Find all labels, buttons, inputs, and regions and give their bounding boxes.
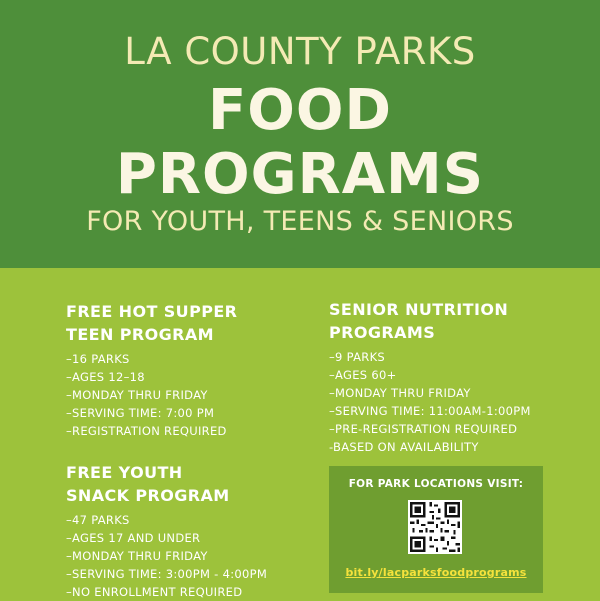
list-item: –PRE-REGISTRATION REQUIRED <box>329 422 518 436</box>
header-title-programs: PROGRAMS <box>115 142 485 207</box>
header-org-title: LA COUNTY PARKS <box>124 30 476 73</box>
supper-title-line2: TEEN PROGRAM <box>66 325 214 344</box>
list-item: –REGISTRATION REQUIRED <box>66 424 227 438</box>
list-item: –47 PARKS <box>66 513 130 527</box>
list-item: –SERVING TIME: 3:00PM - 4:00PM <box>66 567 268 581</box>
list-item: –AGES 17 AND UNDER <box>66 531 201 545</box>
snack-details <box>66 511 267 601</box>
supper-title-line1: FREE HOT SUPPER <box>66 302 238 321</box>
list-item: -BASED ON AVAILABILITY <box>329 440 479 454</box>
list-item: –NO ENROLLMENT REQUIRED <box>66 585 243 599</box>
senior-title-line1: SENIOR NUTRITION <box>329 300 509 319</box>
list-item: –9 PARKS <box>329 350 386 364</box>
snack-title-line1: FREE YOUTH <box>66 463 183 482</box>
list-item: –SERVING TIME: 7:00 PM <box>66 406 215 420</box>
list-item: –AGES 12–18 <box>66 370 145 384</box>
supper-details <box>66 350 237 440</box>
list-item: –AGES 60+ <box>329 368 397 382</box>
senior-title-line2: PROGRAMS <box>329 323 436 342</box>
header-title-food: FOOD <box>208 78 392 143</box>
supper-program <box>66 300 237 440</box>
senior-program <box>329 298 531 456</box>
header-subtitle: FOR YOUTH, TEENS & SENIORS <box>86 206 514 237</box>
header-banner <box>0 0 600 268</box>
visit-label: FOR PARK LOCATIONS VISIT: <box>348 478 524 490</box>
list-item: –MONDAY THRU FRIDAY <box>66 388 208 402</box>
list-item: –MONDAY THRU FRIDAY <box>66 549 208 563</box>
list-item: –MONDAY THRU FRIDAY <box>329 386 471 400</box>
snack-program <box>66 461 267 601</box>
snack-title-line2: SNACK PROGRAM <box>66 486 230 505</box>
park-locations-link[interactable]: bit.ly/lacparksfoodprograms <box>345 566 527 579</box>
senior-details <box>329 348 531 456</box>
list-item: –SERVING TIME: 11:00AM-1:00PM <box>329 404 531 418</box>
qr-code-icon[interactable] <box>408 500 462 554</box>
list-item: –16 PARKS <box>66 352 130 366</box>
